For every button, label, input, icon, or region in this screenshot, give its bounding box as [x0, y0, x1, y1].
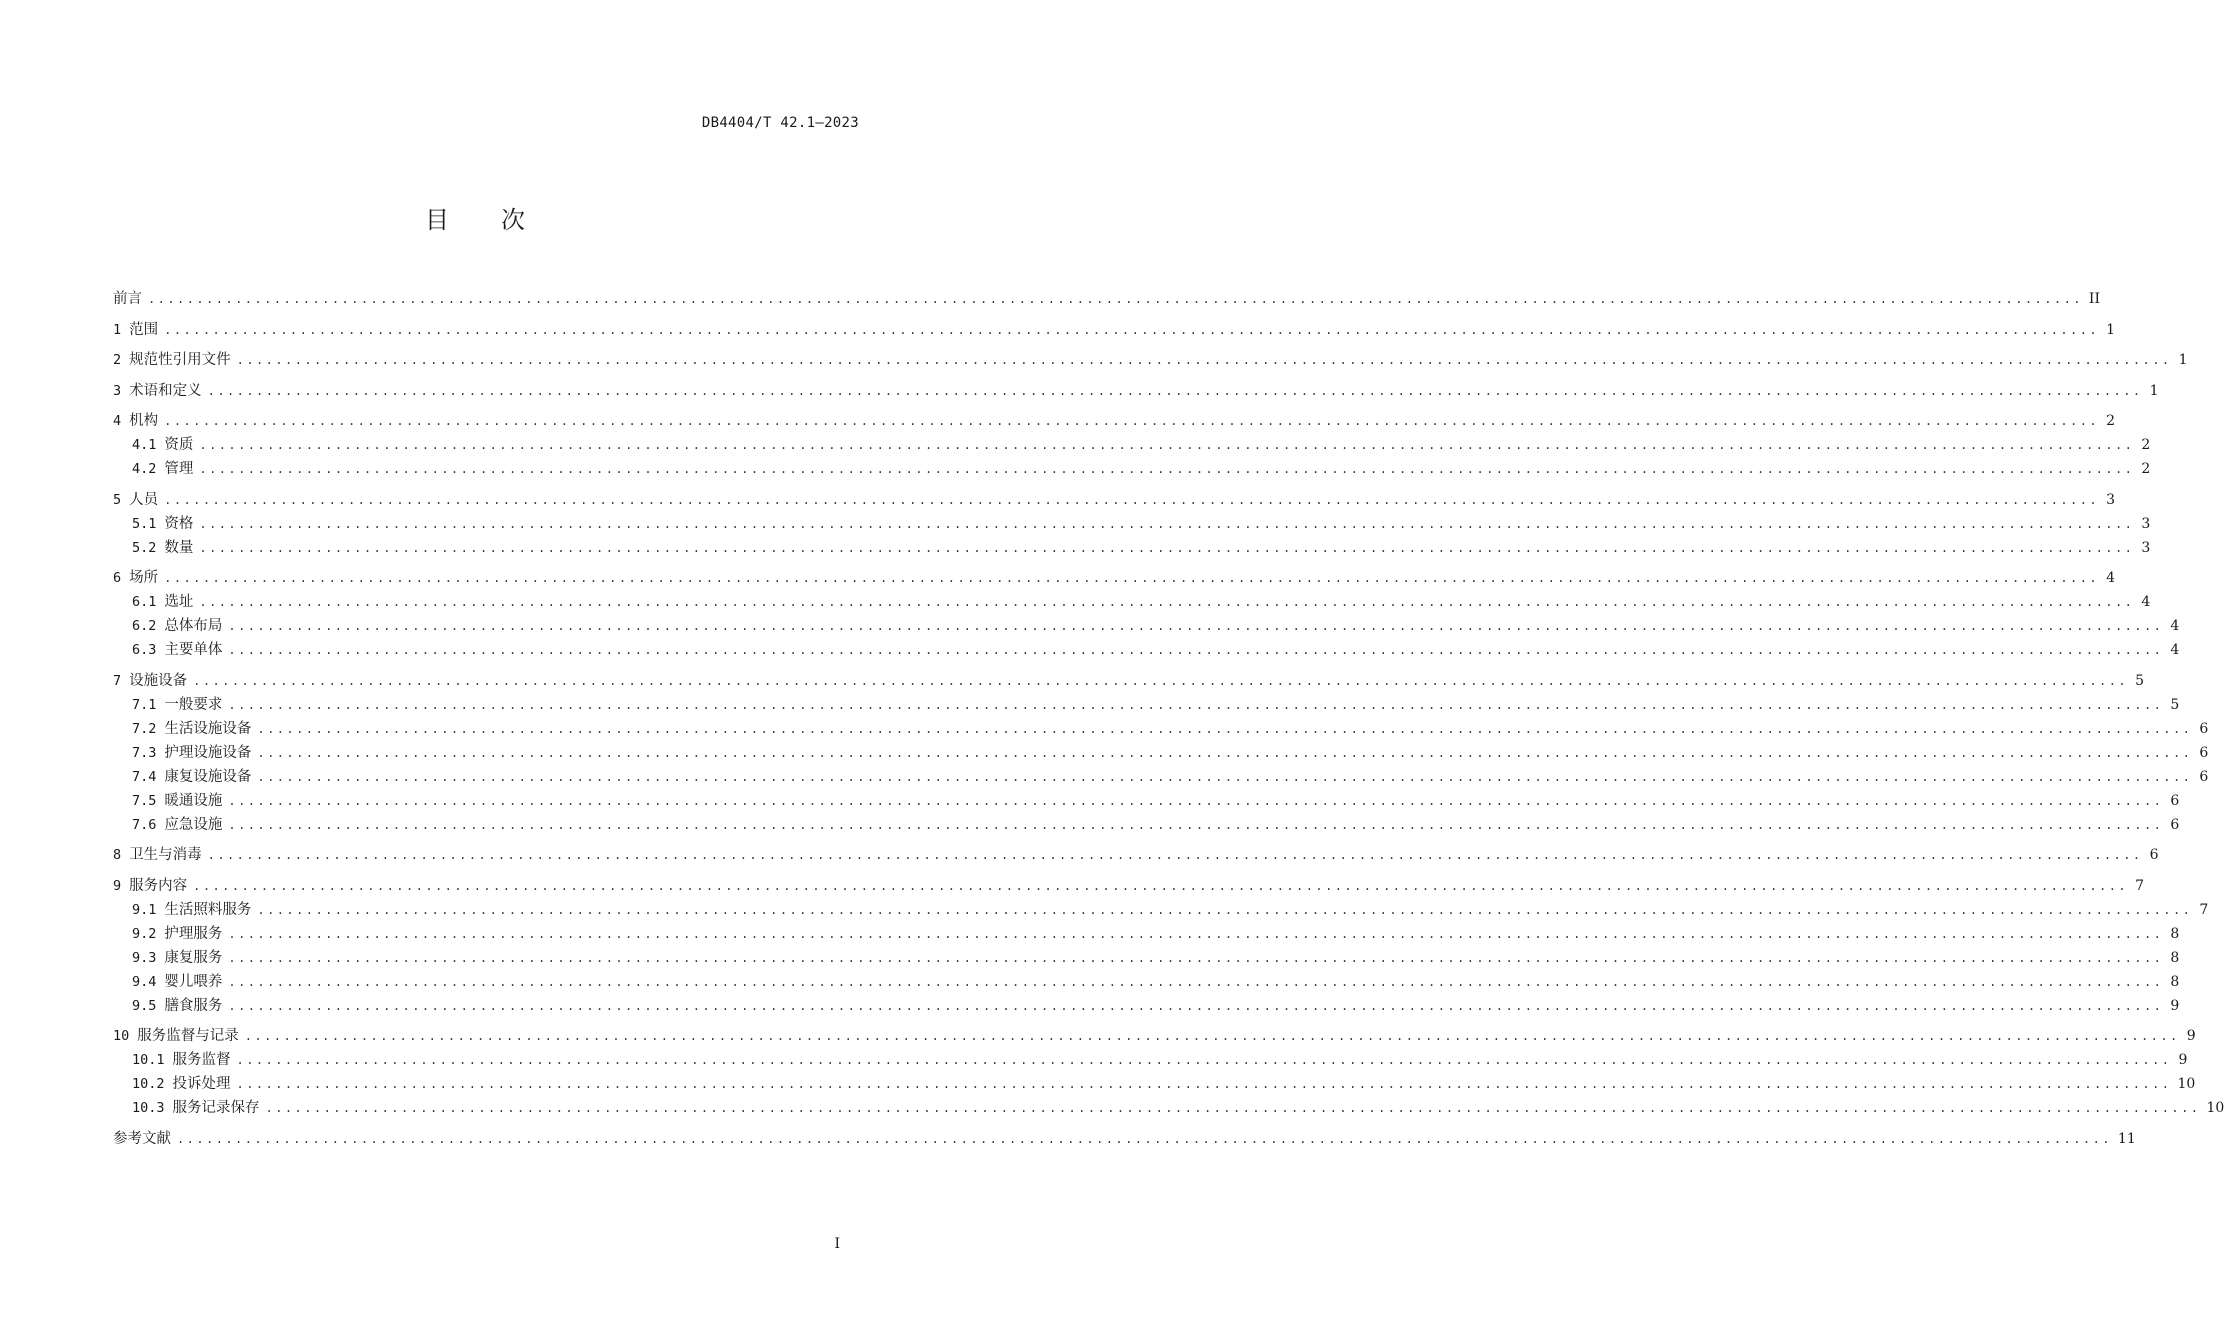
toc-entry-number: 10.3 — [132, 1100, 165, 1116]
toc-entry[interactable] — [113, 409, 2116, 433]
toc-dot-leader: ........................................................................................................................................................................................................ — [207, 848, 2143, 862]
toc-entry[interactable] — [113, 287, 2100, 311]
toc-entry-number: 6.1 — [132, 594, 157, 610]
toc-entry-label: 主要单体 — [164, 642, 223, 658]
toc-entry-number: 7.1 — [132, 696, 157, 713]
toc-entry-page: 7 — [2135, 877, 2145, 894]
toc-dot-leader: ........................................................................................................................................................................................................ — [257, 745, 2193, 760]
toc-entry-page: 4 — [2141, 594, 2151, 610]
toc-entry[interactable] — [113, 1127, 2136, 1151]
toc-entry-label: 应急设施 — [164, 816, 223, 833]
toc-entry-number: 3 — [113, 382, 122, 399]
table-of-contents — [113, 287, 2224, 1151]
toc-dot-leader: ........................................................................................................................................................................................................ — [199, 540, 2135, 555]
toc-entry-label: 服务监督与记录 — [137, 1028, 239, 1044]
toc-entry-number: 5.2 — [132, 539, 157, 556]
toc-entry-label: 设施设备 — [129, 672, 188, 689]
toc-entry-page: 6 — [2199, 768, 2209, 785]
toc-entry[interactable] — [113, 488, 2116, 512]
toc-entry-number: 4.1 — [132, 437, 157, 453]
toc-dot-leader: ........................................................................................................................................................................................................ — [164, 414, 2100, 428]
toc-entry-label: 数量 — [164, 539, 194, 556]
toc-dot-leader: ........................................................................................................................................................................................................ — [257, 902, 2193, 917]
toc-entry[interactable] — [113, 717, 2209, 741]
toc-entry-number: 7.4 — [132, 768, 157, 785]
toc-entry-number: 9.2 — [132, 925, 157, 942]
toc-dot-leader: ........................................................................................................................................................................................................ — [199, 516, 2135, 531]
toc-entry-number: 7.3 — [132, 744, 157, 761]
toc-entry[interactable] — [113, 693, 2180, 717]
toc-entry-page: 3 — [2141, 515, 2151, 532]
page-number: I — [834, 1236, 840, 1252]
toc-entry[interactable] — [113, 348, 2188, 372]
toc-dot-leader: ........................................................................................................................................................................................................ — [236, 1053, 2172, 1067]
toc-entry[interactable] — [113, 1096, 2224, 1120]
toc-entry-page: 6 — [2199, 720, 2209, 737]
toc-entry-number: 4.2 — [132, 461, 157, 477]
toc-entry-label: 服务监督 — [172, 1052, 231, 1068]
toc-entry[interactable] — [113, 789, 2180, 813]
toc-dot-leader: ........................................................................................................................................................................................................ — [228, 793, 2164, 808]
toc-dot-leader: ........................................................................................................................................................................................................ — [257, 769, 2193, 784]
toc-entry-page: 9 — [2186, 1028, 2196, 1044]
toc-entry[interactable] — [113, 536, 2151, 560]
toc-entry[interactable] — [113, 922, 2180, 946]
toc-dot-leader: ........................................................................................................................................................................................................ — [164, 571, 2100, 585]
toc-entry[interactable] — [113, 433, 2151, 457]
toc-entry-number: 9.4 — [132, 973, 157, 990]
toc-entry-label: 资质 — [164, 437, 194, 453]
toc-entry-label: 投诉处理 — [172, 1076, 231, 1092]
toc-entry-number: 7.2 — [132, 720, 157, 737]
toc-dot-leader: ........................................................................................................................................................................................................ — [199, 595, 2135, 609]
toc-entry-page: 5 — [2170, 696, 2180, 713]
toc-entry-label: 管理 — [164, 461, 194, 477]
toc-entry[interactable] — [113, 614, 2180, 638]
toc-dot-leader: ........................................................................................................................................................................................................ — [236, 1077, 2172, 1091]
toc-entry-page: 3 — [2106, 491, 2116, 508]
toc-dot-leader: ........................................................................................................................................................................................................ — [228, 974, 2164, 989]
toc-entry-page: 4 — [2170, 642, 2180, 658]
toc-entry-label: 康复服务 — [164, 949, 223, 966]
toc-entry-number: 6 — [113, 570, 122, 586]
toc-entry-label: 护理设施设备 — [164, 744, 252, 761]
toc-entry-page: 8 — [2170, 949, 2180, 966]
toc-entry-label: 人员 — [129, 491, 159, 508]
toc-entry-number: 1 — [113, 321, 122, 338]
toc-entry-page: 6 — [2170, 792, 2180, 809]
toc-dot-leader: ........................................................................................................................................................................................................ — [207, 383, 2143, 398]
toc-dot-leader: ........................................................................................................................................................................................................ — [199, 438, 2135, 452]
toc-entry-label: 术语和定义 — [129, 382, 202, 399]
toc-entry-number: 9.1 — [132, 901, 157, 918]
toc-entry[interactable] — [113, 843, 2159, 867]
toc-entry[interactable] — [113, 741, 2209, 765]
toc-dot-leader: ........................................................................................................................................................................................................ — [199, 462, 2135, 476]
toc-entry-number: 10.1 — [132, 1052, 165, 1068]
toc-entry-page: 6 — [2199, 744, 2209, 761]
toc-entry-label: 规范性引用文件 — [129, 352, 231, 368]
toc-entry-label: 总体布局 — [164, 618, 223, 634]
toc-entry[interactable] — [113, 638, 2180, 662]
toc-dot-leader: ........................................................................................................................................................................................................ — [164, 492, 2100, 507]
toc-entry-number: 9 — [113, 877, 122, 894]
toc-entry-page: 8 — [2170, 925, 2180, 942]
toc-dot-leader: ........................................................................................................................................................................................................ — [236, 353, 2172, 367]
toc-entry-label: 参考文献 — [113, 1130, 171, 1147]
toc-entry-number: 4 — [113, 413, 122, 429]
toc-entry[interactable] — [113, 1024, 2196, 1048]
toc-entry-page: 7 — [2199, 901, 2209, 918]
toc-entry-page: 9 — [2178, 1052, 2188, 1068]
toc-dot-leader: ........................................................................................................................................................................................................ — [193, 673, 2129, 688]
toc-entry[interactable] — [113, 970, 2180, 994]
toc-entry[interactable] — [113, 994, 2180, 1018]
toc-entry[interactable] — [113, 512, 2151, 536]
toc-dot-leader: ........................................................................................................................................................................................................ — [177, 1131, 2112, 1146]
toc-entry[interactable] — [113, 379, 2159, 403]
toc-entry-label: 服务内容 — [129, 877, 188, 894]
toc-entry-page: II — [2088, 291, 2100, 307]
toc-dot-leader: ........................................................................................................................................................................................................ — [148, 292, 2083, 306]
toc-dot-leader: ........................................................................................................................................................................................................ — [228, 697, 2164, 712]
toc-entry-page: 2 — [2141, 437, 2151, 453]
toc-dot-leader: ........................................................................................................................................................................................................ — [228, 950, 2164, 965]
toc-entry-label: 生活设施设备 — [164, 720, 252, 737]
toc-entry[interactable] — [113, 566, 2116, 590]
toc-dot-leader: ........................................................................................................................................................................................................ — [164, 322, 2100, 337]
toc-entry[interactable] — [113, 457, 2151, 481]
toc-entry-page: 4 — [2170, 618, 2180, 634]
toc-entry-page: 10 — [2177, 1076, 2196, 1092]
toc-entry-number: 10 — [113, 1028, 130, 1044]
toc-entry-number: 5 — [113, 491, 122, 508]
toc-entry-number: 7.6 — [132, 816, 157, 833]
page-title — [0, 200, 950, 235]
toc-entry-number: 7 — [113, 672, 122, 689]
toc-entry-number: 9.3 — [132, 949, 157, 966]
toc-dot-leader: ........................................................................................................................................................................................................ — [228, 643, 2164, 657]
toc-entry-label: 机构 — [129, 413, 159, 429]
toc-entry-label: 护理服务 — [164, 925, 223, 942]
toc-entry-number: 6.3 — [132, 642, 157, 658]
toc-entry-page: 9 — [2170, 997, 2180, 1014]
toc-entry-page: 6 — [2170, 816, 2180, 833]
toc-entry[interactable] — [113, 669, 2145, 693]
toc-dot-leader: ........................................................................................................................................................................................................ — [228, 817, 2164, 832]
toc-entry-number: 6.2 — [132, 618, 157, 634]
toc-entry-number: 8 — [113, 847, 122, 863]
toc-entry-number: 10.2 — [132, 1076, 165, 1092]
toc-entry-label: 选址 — [164, 594, 194, 610]
toc-entry-page: 5 — [2135, 672, 2145, 689]
toc-entry-number: 2 — [113, 352, 122, 368]
toc-dot-leader: ........................................................................................................................................................................................................ — [228, 926, 2164, 941]
toc-entry-page: 4 — [2106, 570, 2116, 586]
toc-entry[interactable] — [113, 813, 2180, 837]
toc-entry-label: 暖通设施 — [164, 792, 223, 809]
toc-entry-number: 7.5 — [132, 792, 157, 809]
toc-entry-page: 1 — [2149, 382, 2159, 399]
toc-entry[interactable] — [113, 318, 2116, 342]
toc-entry-label: 范围 — [129, 321, 159, 338]
toc-dot-leader: ........................................................................................................................................................................................................ — [228, 998, 2164, 1013]
toc-entry-label: 场所 — [129, 570, 159, 586]
toc-entry[interactable] — [113, 898, 2209, 922]
toc-entry-label: 婴儿喂养 — [164, 973, 223, 990]
toc-entry-page: 1 — [2178, 352, 2188, 368]
toc-entry-label: 康复设施设备 — [164, 768, 252, 785]
toc-entry[interactable] — [113, 590, 2151, 614]
toc-entry-page: 2 — [2106, 413, 2116, 429]
toc-entry[interactable] — [113, 874, 2145, 898]
toc-entry-number: 5.1 — [132, 515, 157, 532]
toc-entry-page: 2 — [2141, 461, 2151, 477]
toc-entry[interactable] — [113, 946, 2180, 970]
toc-dot-leader: ........................................................................................................................................................................................................ — [193, 878, 2129, 893]
toc-dot-leader: ........................................................................................................................................................................................................ — [257, 721, 2193, 736]
toc-entry-label: 卫生与消毒 — [129, 847, 202, 863]
toc-entry-page: 11 — [2117, 1130, 2136, 1147]
toc-entry-label: 资格 — [164, 515, 194, 532]
toc-entry-page: 6 — [2149, 847, 2159, 863]
toc-entry-label: 前言 — [113, 291, 142, 307]
toc-entry-page: 1 — [2106, 321, 2116, 338]
toc-entry-page: 10 — [2206, 1100, 2224, 1116]
toc-entry-label: 服务记录保存 — [172, 1100, 260, 1116]
title-char-1: 目 — [425, 206, 449, 234]
toc-entry[interactable] — [113, 1072, 2196, 1096]
toc-dot-leader: ........................................................................................................................................................................................................ — [228, 619, 2164, 633]
document-code: DB4404/T 42.1—2023 — [701, 115, 859, 131]
toc-entry-label: 一般要求 — [164, 696, 223, 713]
toc-dot-leader: ........................................................................................................................................................................................................ — [265, 1101, 2201, 1115]
toc-entry-page: 8 — [2170, 973, 2180, 990]
toc-entry-label: 生活照料服务 — [164, 901, 252, 918]
toc-entry-page: 3 — [2141, 539, 2151, 556]
toc-entry[interactable] — [113, 765, 2209, 789]
title-char-2: 次 — [501, 206, 525, 234]
toc-dot-leader: ........................................................................................................................................................................................................ — [244, 1029, 2180, 1043]
toc-entry-number: 9.5 — [132, 997, 157, 1014]
toc-entry[interactable] — [113, 1048, 2188, 1072]
toc-entry-label: 膳食服务 — [164, 997, 223, 1014]
